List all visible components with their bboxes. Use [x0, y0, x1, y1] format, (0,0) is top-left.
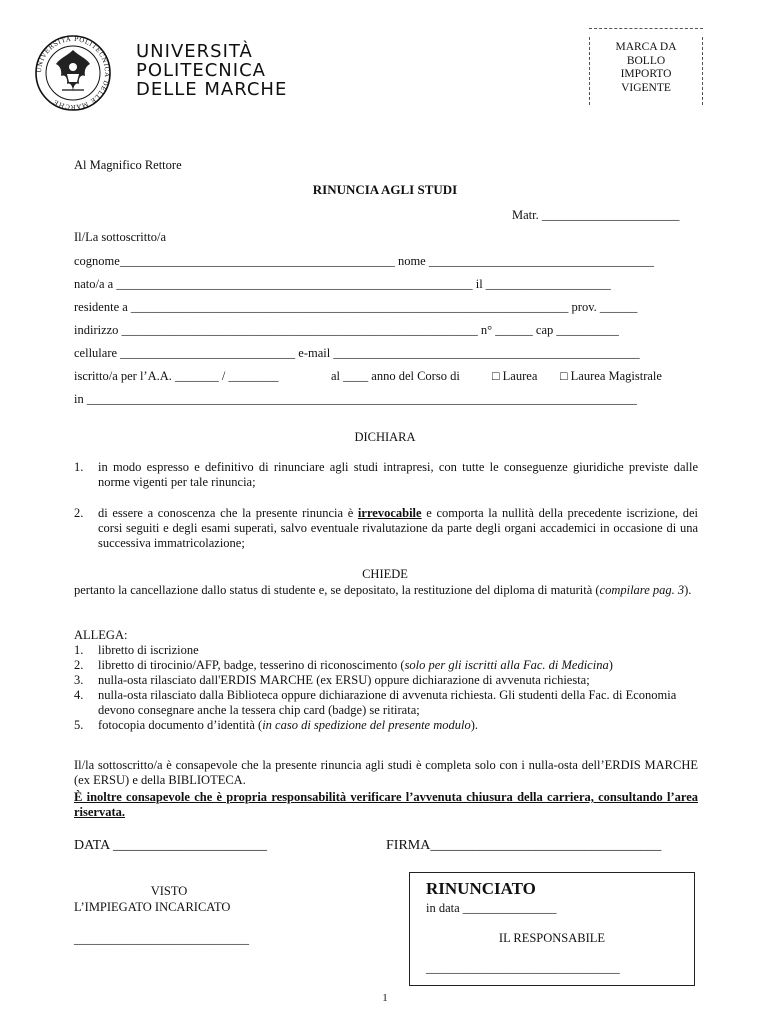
residence-field[interactable]: residente a ______________________________________________________________________ prov. ______	[74, 300, 638, 314]
enrolled-year-field[interactable]: iscritto/a per l’A.A. _______ / ________	[74, 369, 279, 383]
chiede-heading: CHIEDE	[362, 567, 408, 581]
allega-heading: ALLEGA:	[74, 628, 128, 642]
university-name-line3: DELLE MARCHE	[136, 79, 288, 100]
page-number: 1	[382, 992, 388, 1004]
visto-label: VISTO	[150, 884, 188, 898]
university-name-line2: POLITECNICA	[136, 60, 266, 81]
allega-list	[74, 643, 698, 733]
date-field[interactable]: DATA ______________________	[74, 838, 267, 853]
stamp-line3: IMPORTO	[620, 68, 672, 80]
stamp-line4: VIGENTE	[621, 81, 671, 94]
university-name	[136, 42, 287, 99]
allega-item: 1. libretto di iscrizione	[74, 643, 199, 657]
impiegato-label: L’IMPIEGATO INCARICATO	[74, 900, 231, 914]
dichiara-item-1: 1. in modo espresso e definitivo di rinunciare agli studi intrapresi, con tutte le conseguenze giuridiche previste dalle norme vigenti per tale rinuncia;	[74, 460, 698, 489]
dichiara-item-2: 2. di essere a conoscenza che la presente rinuncia è irrevocabile e comporta la nullità della precedente iscrizione, dei corsi seguiti e degli esami superati, salvo eventuale rivalutazione da parte degli organi accademici in occasione di una successiva immatricolazione;	[74, 506, 698, 550]
consapevole-bold-text: È inoltre consapevole che è propria responsabilità verificare l’avvenuta chiusura della carriera, consultando l’area riservata.	[74, 790, 698, 819]
dichiara-heading: DICHIARA	[354, 430, 416, 444]
responsabile-signature-line[interactable]: _______________________________	[426, 961, 620, 975]
seal-text: UNIVERSITÀ POLITECNICA DELLE MARCHE	[35, 35, 111, 111]
undersigned-label: Il/La sottoscritto/a	[74, 230, 166, 244]
phone-email-field[interactable]: cellulare ____________________________ e-mail _________________________________________________	[74, 346, 640, 360]
responsabile-label: IL RESPONSABILE	[498, 931, 606, 945]
stamp-line2: BOLLO	[626, 54, 666, 67]
matricola-field[interactable]: Matr. ______________________	[512, 208, 680, 222]
impiegato-signature-line[interactable]: ____________________________	[74, 932, 249, 946]
signature-field[interactable]: FIRMA_________________________________	[386, 838, 662, 853]
chiede-text: pertanto la cancellazione dallo status di studente e, se depositato, la restituzione del diploma di maturità (compilare pag. 3).	[74, 583, 692, 597]
irrevocabile-text: irrevocabile	[357, 506, 422, 520]
address-field[interactable]: indirizzo _________________________________________________________ n° ______ cap __________	[74, 323, 619, 337]
surname-name-field[interactable]: cognome____________________________________________ nome ____________________________________	[74, 254, 654, 268]
allega-item: 2. libretto di tirocinio/AFP, badge, tesserino di riconoscimento (solo per gli iscritti alla Fac. di Medicina)	[74, 658, 613, 672]
rinunciato-title: RINUNCIATO	[426, 879, 536, 898]
consapevole-text: Il/la sottoscritto/a è consapevole che la presente rinuncia agli studi è completa solo con i nulla-osta dell’ERDIS MARCHE (ex ERSU) e della BIBLIOTECA.	[74, 758, 698, 787]
addressee: Al Magnifico Rettore	[74, 158, 182, 172]
laurea-magistrale-checkbox[interactable]: □ Laurea Magistrale	[560, 369, 662, 383]
allega-item: 4. nulla-osta rilasciato dalla Biblioteca oppure dichiarazione di avvenuta richiesta. Gli studenti della Fac. di Economia devono consegnare anche la tessera chip card (badge) se ritirata;	[74, 688, 677, 717]
rinunciato-box	[409, 872, 695, 986]
laurea-checkbox[interactable]: □ Laurea	[492, 369, 538, 383]
allega-item: 3. nulla-osta rilasciato dall'ERDIS MARCHE (ex ERSU) oppure dichiarazione di avvenuta richiesta;	[74, 673, 590, 687]
course-year-field[interactable]: al ____ anno del Corso di	[331, 369, 460, 383]
university-name-line1: UNIVERSITÀ	[136, 41, 253, 62]
stamp-line1: MARCA DA	[615, 41, 677, 53]
university-seal	[34, 34, 112, 112]
tax-stamp-box	[589, 28, 703, 105]
course-field[interactable]: in ________________________________________________________________________________________	[74, 392, 637, 406]
rinunciato-date-field[interactable]: in data _______________	[426, 901, 557, 915]
birthplace-field[interactable]: nato/a a _________________________________________________________ il ____________________	[74, 277, 611, 291]
allega-item: 5. fotocopia documento d’identità (in caso di spedizione del presente modulo).	[74, 718, 479, 732]
document-title: RINUNCIA AGLI STUDI	[312, 182, 458, 197]
